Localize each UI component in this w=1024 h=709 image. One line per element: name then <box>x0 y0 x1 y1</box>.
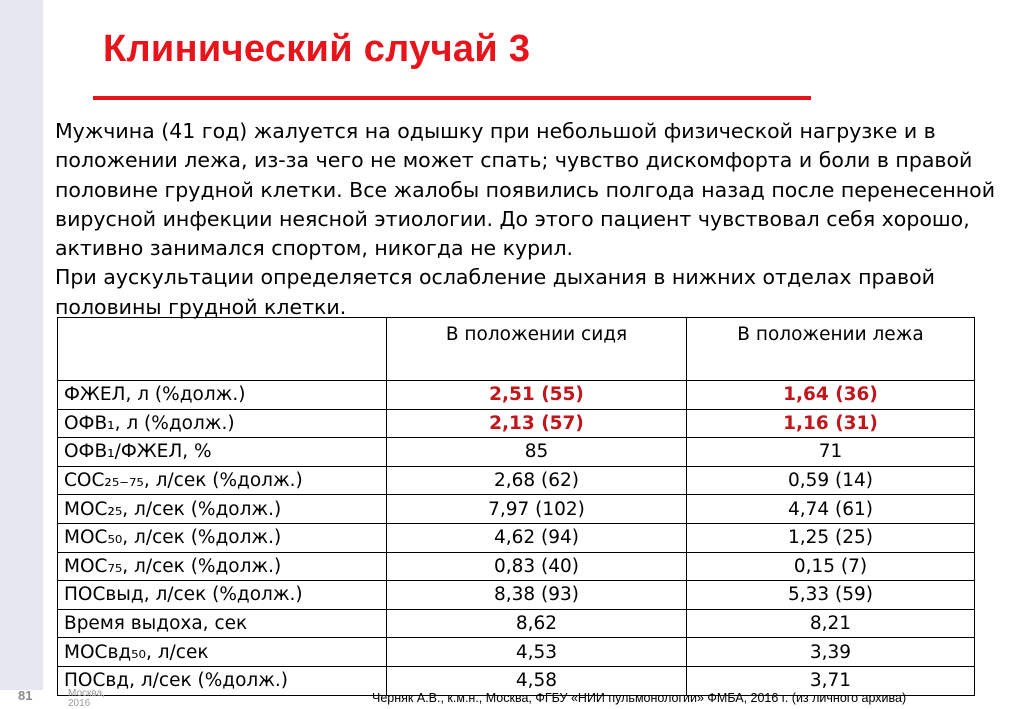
source-citation: Черняк А.В., к.м.н., Москва, ФГБУ «НИИ пульмонологии» ФМБА, 2016 г. (из личного архива) <box>372 691 907 705</box>
value-sitting: 8,38 (93) <box>387 581 687 610</box>
value-sitting: 85 <box>387 438 687 467</box>
table-row <box>58 381 975 410</box>
auscultation-paragraph: При аускультации определяется ослабление дыхания в нижних отделах правой половины грудной клетки. <box>55 265 936 319</box>
table-row <box>58 495 975 524</box>
header-cell-lying: В положении лежа <box>687 318 975 381</box>
value-lying: 71 <box>687 438 975 467</box>
slide-side-bar <box>0 0 43 690</box>
spirometry-table <box>57 317 975 696</box>
table-row <box>58 438 975 467</box>
value-lying: 1,64 (36) <box>687 381 975 410</box>
value-lying: 1,25 (25) <box>687 523 975 552</box>
value-lying: 5,33 (59) <box>687 581 975 610</box>
footer-year: 2016 <box>68 698 91 709</box>
value-sitting: 2,51 (55) <box>387 381 687 410</box>
value-lying: 0,59 (14) <box>687 466 975 495</box>
complaint-paragraph: Мужчина (41 год) жалуется на одышку при небольшой физической нагрузке и в положении лежа, из-за чего не может спать; чувство дискомфорта и боли в правой половине грудной клетки. Все жалобы появились полгода назад после перенесенной вирусной инфекции неясной этиологии. До этого пациент чувствовал себя хорошо, активно занимался спортом, никогда не курил. <box>55 119 996 261</box>
table-row <box>58 552 975 581</box>
value-sitting: 8,62 <box>387 609 687 638</box>
row-label: ФЖЕЛ, л (%долж.) <box>58 381 387 410</box>
value-sitting: 4,53 <box>387 638 687 667</box>
table-row <box>58 638 975 667</box>
value-sitting: 2,68 (62) <box>387 466 687 495</box>
value-lying: 1,16 (31) <box>687 409 975 438</box>
value-sitting: 7,97 (102) <box>387 495 687 524</box>
value-sitting: 4,58 <box>387 666 687 695</box>
page-number: 81 <box>18 688 33 703</box>
header-cell-parameter <box>58 318 387 381</box>
value-lying: 3,39 <box>687 638 975 667</box>
row-label: СОС₂₅₋₇₅, л/сек (%долж.) <box>58 466 387 495</box>
row-label: МОС₅₀, л/сек (%долж.) <box>58 523 387 552</box>
value-lying: 4,74 (61) <box>687 495 975 524</box>
row-label: ОФВ₁/ФЖЕЛ, % <box>58 438 387 467</box>
table-row <box>58 409 975 438</box>
table-row <box>58 523 975 552</box>
value-sitting: 4,62 (94) <box>387 523 687 552</box>
slide-title: Клинический случай 3 <box>103 28 531 70</box>
case-description <box>55 117 1015 322</box>
row-label: Время выдоха, сек <box>58 609 387 638</box>
row-label: ОФВ₁, л (%долж.) <box>58 409 387 438</box>
table-header-row <box>58 318 975 381</box>
row-label: МОСвд₅₀, л/сек <box>58 638 387 667</box>
row-label: ПОСвд, л/сек (%долж.) <box>58 666 387 695</box>
title-underline <box>93 96 811 100</box>
table-row <box>58 581 975 610</box>
header-cell-sitting: В положении сидя <box>387 318 687 381</box>
value-sitting: 2,13 (57) <box>387 409 687 438</box>
footer-city: Москва, <box>68 688 105 699</box>
row-label: МОС₇₅, л/сек (%долж.) <box>58 552 387 581</box>
table-row <box>58 609 975 638</box>
row-label: ПОСвыд, л/сек (%долж.) <box>58 581 387 610</box>
value-lying: 3,71 <box>687 666 975 695</box>
table-row <box>58 466 975 495</box>
value-lying: 8,21 <box>687 609 975 638</box>
row-label: МОС₂₅, л/сек (%долж.) <box>58 495 387 524</box>
value-lying: 0,15 (7) <box>687 552 975 581</box>
value-sitting: 0,83 (40) <box>387 552 687 581</box>
footer-location <box>68 689 105 709</box>
